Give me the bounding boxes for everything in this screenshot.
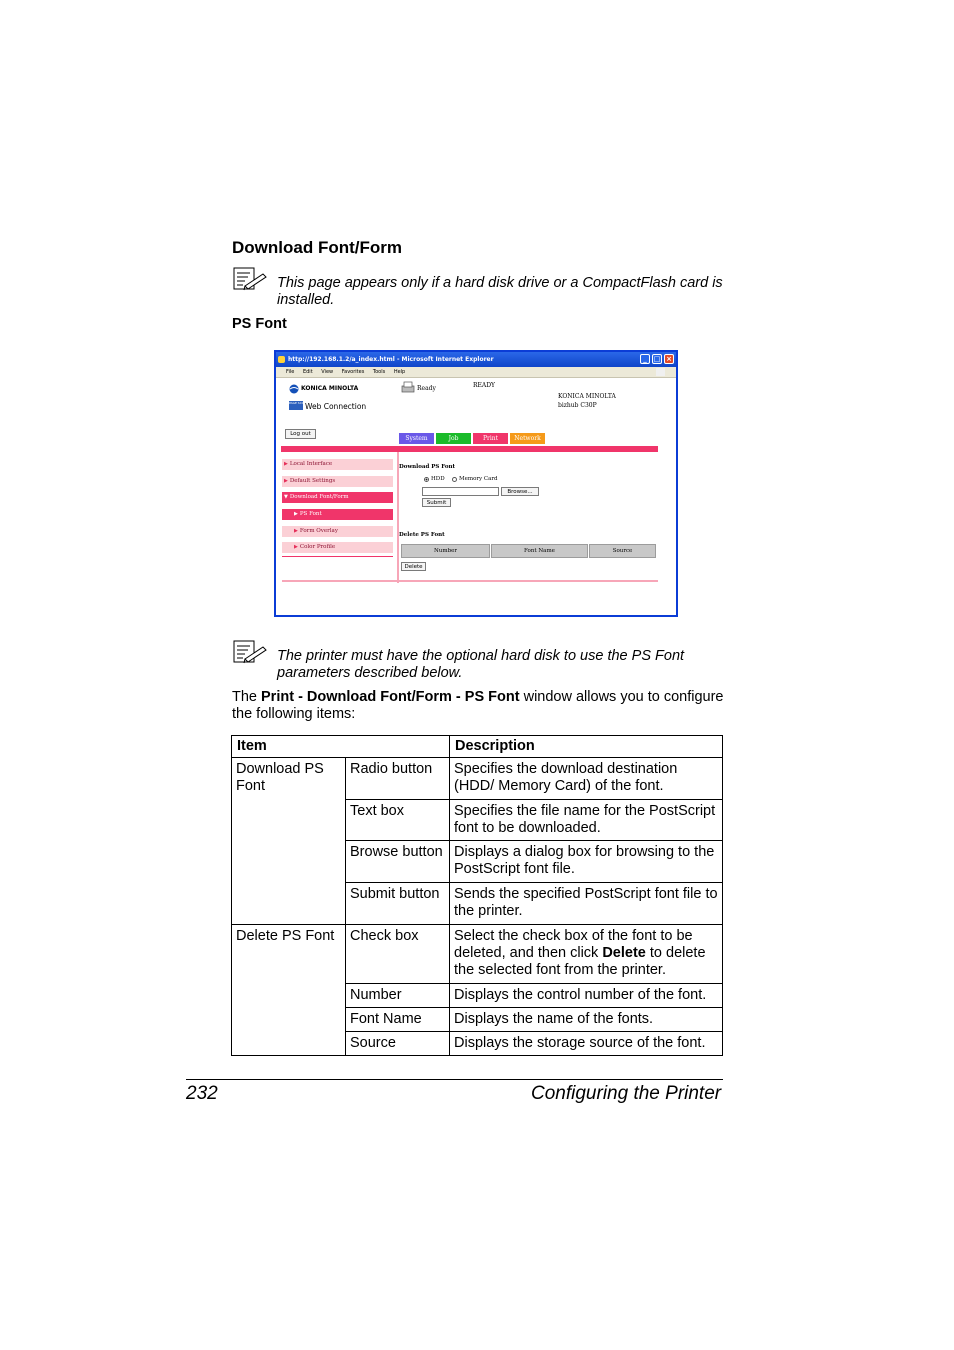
sub-item: Submit button bbox=[346, 883, 450, 925]
logout-button[interactable]: Log out bbox=[285, 429, 316, 439]
menu-local-interface[interactable]: ▶ Local Interface bbox=[282, 459, 393, 470]
footer-rule bbox=[186, 1079, 723, 1080]
menu-favorites[interactable]: Favorites bbox=[341, 369, 365, 375]
table-row bbox=[232, 925, 723, 984]
menu-form-overlay[interactable]: ▶ Form Overlay bbox=[282, 526, 393, 537]
column-source: Source bbox=[589, 544, 656, 558]
menu-ps-font[interactable]: ▶ PS Font bbox=[282, 509, 393, 520]
note-pencil-icon bbox=[233, 640, 267, 664]
printer-model: bizhub C30P bbox=[558, 402, 597, 409]
printer-status-icon bbox=[401, 381, 415, 394]
table-header-row bbox=[232, 736, 723, 758]
menu-default-settings[interactable]: ▶ Default Settings bbox=[282, 476, 393, 487]
note-2: The printer must have the optional hard disk to use the PS Font parameters described below. bbox=[277, 648, 685, 681]
note-pencil-icon bbox=[233, 267, 267, 291]
note-1: This page appears only if a hard disk drive or a CompactFlash card is installed. bbox=[277, 275, 723, 308]
status-label: Ready bbox=[417, 385, 436, 392]
ie-menu-bar bbox=[276, 367, 676, 378]
tab-underline bbox=[281, 446, 658, 452]
status-value: READY bbox=[473, 382, 496, 389]
section-title: Download Font/Form bbox=[232, 238, 402, 257]
sub-item: Radio button bbox=[346, 758, 450, 800]
menu-edit[interactable]: Edit bbox=[302, 369, 313, 375]
menu-view[interactable]: View bbox=[321, 369, 334, 375]
windows-flag-icon bbox=[656, 368, 665, 376]
menu-color-profile[interactable]: ▶ Color Profile bbox=[282, 542, 393, 553]
radio-memory-card[interactable] bbox=[452, 477, 457, 482]
sub-item: Number bbox=[346, 984, 450, 1008]
description: Displays the storage source of the font. bbox=[450, 1032, 723, 1056]
column-font-name: Font Name bbox=[491, 544, 588, 558]
description: Displays a dialog box for browsing to the PostScript font file. bbox=[450, 841, 723, 883]
ie-logo-icon bbox=[278, 356, 285, 363]
sub-item: Check box bbox=[346, 925, 450, 984]
download-heading: Download PS Font bbox=[399, 464, 456, 470]
tab-job[interactable]: Job bbox=[436, 433, 471, 444]
ie-title-text: http://192.168.1.2/a_index.html - Microsoft Internet Explorer bbox=[288, 356, 494, 363]
sub-item: Browse button bbox=[346, 841, 450, 883]
brand-logo: KONICA MINOLTA bbox=[301, 385, 359, 392]
item-description-table bbox=[231, 735, 723, 1056]
sub-item: Source bbox=[346, 1032, 450, 1056]
menu-tools[interactable]: Tools bbox=[372, 369, 386, 375]
sub-item: Font Name bbox=[346, 1008, 450, 1032]
item-download-ps-font: Download PS Font bbox=[232, 758, 346, 925]
header-item: Item bbox=[232, 736, 450, 758]
subheading: PS Font bbox=[232, 316, 287, 332]
minimize-icon[interactable]: _ bbox=[640, 354, 650, 364]
browse-button[interactable]: Browse... bbox=[501, 487, 539, 496]
header-description: Description bbox=[450, 736, 723, 758]
menu-bottom-line-2 bbox=[282, 580, 397, 582]
web-connection-label: Web Connection bbox=[305, 402, 367, 411]
radio-memory-card-label: Memory Card bbox=[459, 476, 498, 482]
radio-hdd-label: HDD bbox=[431, 476, 445, 482]
delete-button[interactable]: Delete bbox=[401, 562, 426, 571]
content-bottom-line bbox=[399, 580, 658, 582]
browser-screenshot bbox=[274, 350, 678, 617]
radio-hdd[interactable] bbox=[424, 477, 429, 482]
table-row bbox=[232, 758, 723, 800]
pagescope-logo: PAGE SCOPE bbox=[289, 401, 303, 410]
menu-file[interactable]: File bbox=[286, 369, 295, 375]
delete-heading: Delete PS Font bbox=[399, 532, 445, 538]
intro-paragraph: The Print - Download Font/Form - PS Font window allows you to configure the following items: bbox=[232, 689, 724, 722]
tab-network[interactable]: Network bbox=[510, 433, 545, 444]
menu-divider bbox=[397, 452, 399, 583]
submit-button[interactable]: Submit bbox=[422, 498, 451, 507]
intro-bold: Print - Download Font/Form - PS Font bbox=[261, 689, 520, 705]
file-name-input[interactable] bbox=[422, 487, 499, 496]
description: Displays the control number of the font. bbox=[450, 984, 723, 1008]
maximize-icon[interactable]: □ bbox=[653, 355, 661, 363]
sub-item: Text box bbox=[346, 800, 450, 841]
item-delete-ps-font: Delete PS Font bbox=[232, 925, 346, 1056]
menu-bottom-line bbox=[282, 556, 393, 557]
description: Displays the name of the fonts. bbox=[450, 1008, 723, 1032]
menu-help[interactable]: Help bbox=[393, 369, 406, 375]
tab-system[interactable]: System bbox=[399, 433, 434, 444]
page-number: 232 bbox=[186, 1083, 218, 1104]
tab-print[interactable]: Print bbox=[473, 433, 508, 444]
printer-maker: KONICA MINOLTA bbox=[558, 393, 616, 400]
ie-title-bar bbox=[276, 352, 676, 367]
description: Select the check box of the font to be deleted, and then click Delete to delete the selected font from the printer. bbox=[450, 925, 723, 984]
description: Sends the specified PostScript font file to the printer. bbox=[450, 883, 723, 925]
description: Specifies the download destination (HDD/ Memory Card) of the font. bbox=[450, 758, 723, 800]
description: Specifies the file name for the PostScript font to be downloaded. bbox=[450, 800, 723, 841]
column-number: Number bbox=[401, 544, 490, 558]
menu-download-font-form[interactable]: ▼ Download Font/Form bbox=[282, 492, 393, 503]
konica-logo-icon bbox=[289, 384, 299, 394]
close-icon[interactable]: × bbox=[664, 354, 674, 364]
chapter-title: Configuring the Printer bbox=[531, 1083, 722, 1104]
